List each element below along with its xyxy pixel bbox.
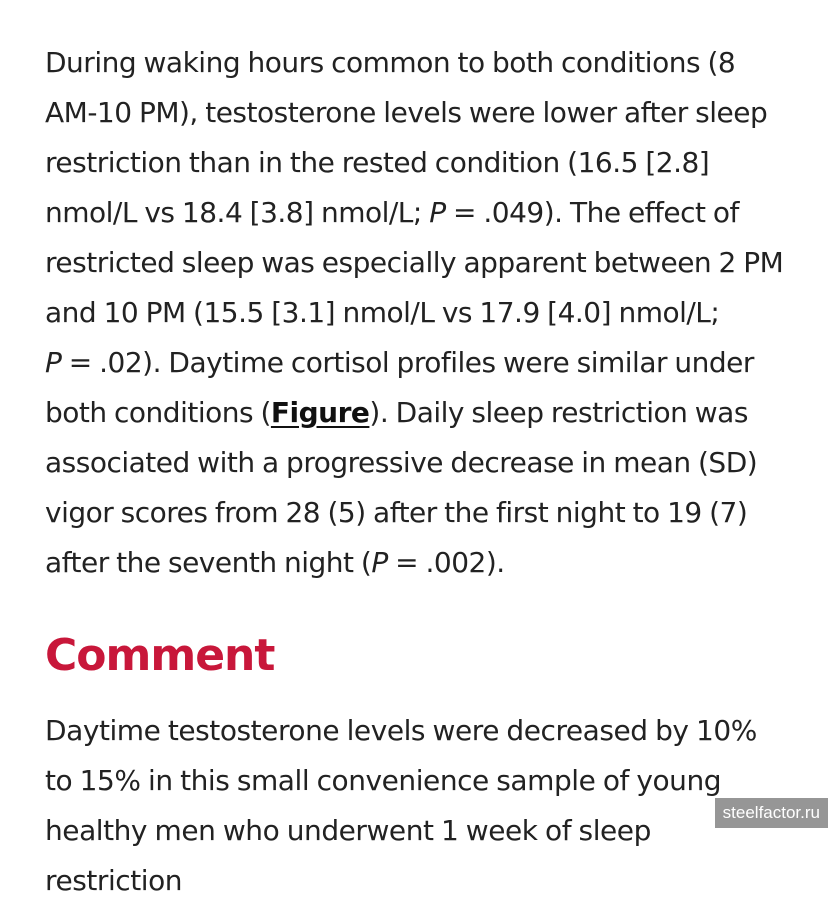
- p-value-symbol: P: [45, 346, 62, 379]
- p-value-symbol: P: [429, 196, 446, 229]
- comment-paragraph: Daytime testosterone levels were decreased by 10% to 15% in this small convenience sample of young healthy men who underwent 1 week of sleep restriction: [45, 714, 757, 897]
- figure-link[interactable]: Figure: [270, 396, 370, 429]
- watermark: steelfactor.ru: [715, 798, 828, 828]
- comment-heading: Comment: [45, 630, 275, 681]
- results-text-4: ). Daily sleep restriction was associated with a progressive decrease in mean (SD) vigor scores from 28 (5) after the first night to 19 (7) after the seventh night (: [45, 396, 758, 579]
- results-text-1: During waking hours common to both conditions (8 AM-10 PM), testosterone levels were lower after sleep restriction than in the rested condition (16.5 [2.8] nmol/L vs 18.4 [3.8] nmol/L;: [45, 46, 768, 229]
- results-text-5: = .002).: [387, 546, 505, 579]
- results-paragraph: [45, 38, 790, 588]
- results-text-2: = .049). The effect of restricted sleep was especially apparent between 2 PM and 10 PM (15.5 [3.1] nmol/L vs 17.9 [4.0] nmol/L;: [45, 196, 784, 329]
- results-text-3: = .02). Daytime cortisol profiles were similar under both conditions (: [45, 346, 754, 429]
- p-value-symbol: P: [371, 546, 388, 579]
